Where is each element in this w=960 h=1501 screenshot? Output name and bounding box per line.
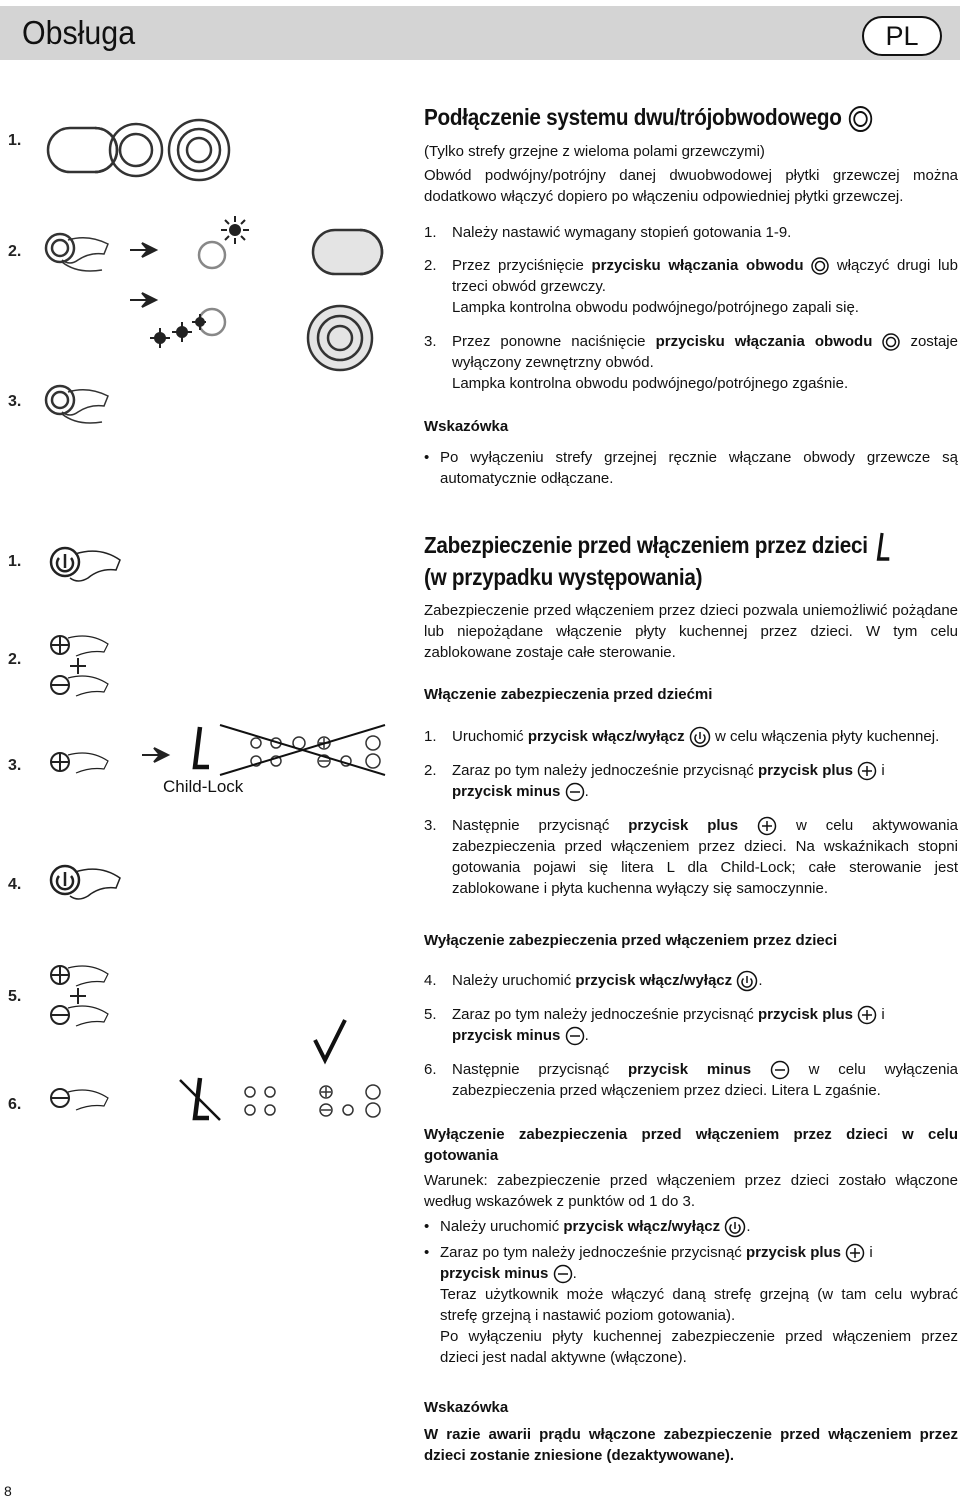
step-item: 6. Następnie przycisnąć przycisk minus w celu wyłączenia zabezpieczenia przed włączeniem przez dzieci. Litera L zgaśnie.: [424, 1061, 958, 1100]
section-title: Zabezpieczenie przed włączeniem przez dzieci: [424, 530, 895, 563]
step-item: 4. Należy uruchomić przycisk włącz/wyłącz .: [424, 970, 958, 992]
circuit-button-icon: [847, 104, 874, 134]
plus-button-icon: [857, 1005, 877, 1025]
figure-number: 6.: [8, 1096, 22, 1113]
step-item: 2. Przez przyciśnięcie przycisku włączania obwodu włączyć drugi lub trzeci obwód grzewczy. Lampka kontrolna obwodu podwójnego/potrójnego zapali się.: [424, 257, 958, 316]
step-item: 2. Zaraz po tym należy jednocześnie przycisnąć przycisk plus i przycisk minus .: [424, 760, 958, 802]
hint-title: Wskazówka: [424, 418, 509, 435]
minus-button-icon: [770, 1060, 790, 1080]
child-lock-icon: [873, 531, 895, 563]
dual-circuit-illustration: [40, 100, 420, 460]
figure-number: 1.: [8, 132, 22, 149]
figure-number: 3.: [8, 757, 22, 774]
figure-number: 3.: [8, 393, 22, 410]
page-number: 8: [4, 1483, 12, 1499]
step-item: 5. Zaraz po tym należy jednocześnie przycisnąć przycisk plus i przycisk minus .: [424, 1004, 958, 1046]
child-lock-illustration: [40, 530, 390, 1130]
bullet-item: • Należy uruchomić przycisk włącz/wyłącz .: [424, 1216, 958, 1238]
page-title: Obsługa: [22, 14, 136, 51]
subsection-title: Wyłączenie zabezpieczenia przed włączeniem przez dzieci w celu gotowania: [424, 1126, 958, 1164]
subsection-title: Wyłączenie zabezpieczenia przed włączeniem przez dzieci: [424, 932, 838, 949]
figure-number: 4.: [8, 876, 22, 893]
figure-number: 2.: [8, 243, 22, 260]
condition-text: Warunek: zabezpieczenie przed włączeniem przez dzieci zostało włączone według wskazówek z punktów od 1 do 3.: [424, 1172, 958, 1210]
section-intro: Obwód podwójny/potrójny danej dwuobwodowej płytki grzewczej można dodatkowo włączyć dopiero po włączeniu odpowiedniej płytki grzewczej.: [424, 167, 958, 205]
circuit-button-icon: [811, 257, 829, 275]
section-title: Podłączenie systemu dwu/trójobwodowego: [424, 102, 874, 134]
hint-text: W razie awarii prądu włączone zabezpieczenie przed włączeniem przez dzieci zostanie zniesione (dezaktywowane).: [424, 1426, 958, 1464]
hint-bullet: • Po wyłączeniu strefy grzejnej ręcznie włączane obwody grzewcze są automatycznie odłączane.: [424, 449, 958, 487]
minus-button-icon: [553, 1264, 573, 1284]
plus-button-icon: [857, 761, 877, 781]
power-button-icon: [689, 726, 711, 748]
child-lock-label: Child-Lock: [163, 777, 244, 796]
step-item: 1. Należy nastawić wymagany stopień gotowania 1-9.: [424, 224, 792, 241]
language-badge: PL: [862, 16, 942, 56]
plus-button-icon: [845, 1243, 865, 1263]
circuit-button-icon: [882, 333, 900, 351]
minus-button-icon: [565, 782, 585, 802]
section-intro: Zabezpieczenie przed włączeniem przez dzieci pozwala uniemożliwić pożądane lub niepożądane włączenie płyty kuchennej przez dzieci. W tym celu zablokowane zostaje całe sterowanie.: [424, 602, 958, 661]
hint-title: Wskazówka: [424, 1399, 509, 1416]
subsection-title: Włączenie zabezpieczenia przed dziećmi: [424, 686, 713, 703]
power-button-icon: [736, 970, 758, 992]
power-button-icon: [724, 1216, 746, 1238]
bullet-item: • Zaraz po tym należy jednocześnie przycisnąć przycisk plus i przycisk minus . Teraz użytkownik może włączyć daną strefę grzejną (w tam celu wybrać strefę grzejną i nastawić poziom gotowania). Po wyłączeniu płyty kuchennej zabezpieczenie przed włączeniem przez dzieci jest nadal aktywne (włączone).: [424, 1244, 958, 1367]
step-item: 3. Przez ponowne naciśnięcie przycisku włączania obwodu zostaje wyłączony zewnętrzny obwód. Lampka kontrolna obwodu podwójnego/potrójnego zgaśnie.: [424, 333, 958, 392]
figure-number: 2.: [8, 651, 22, 668]
section-subtitle: (Tylko strefy grzejne z wieloma polami grzewczymi): [424, 143, 765, 160]
section-title-line2: (w przypadku występowania): [424, 564, 703, 590]
plus-button-icon: [757, 816, 777, 836]
minus-button-icon: [565, 1026, 585, 1046]
step-item: 1. Uruchomić przycisk włącz/wyłącz w celu włączenia płyty kuchennej.: [424, 726, 958, 748]
step-item: 3. Następnie przycisnąć przycisk plus w celu aktywowania zabezpieczenia przed włączeniem przez dzieci. Na wskaźnikach stopni gotowania pojawi się litera L dla Child-Lock; całe sterowanie jest zablokowane i płyta kuchenna wyłączy się samoczynnie.: [424, 817, 959, 898]
figure-number: 5.: [8, 988, 22, 1005]
page-header: [0, 6, 960, 60]
figure-number: 1.: [8, 553, 22, 570]
